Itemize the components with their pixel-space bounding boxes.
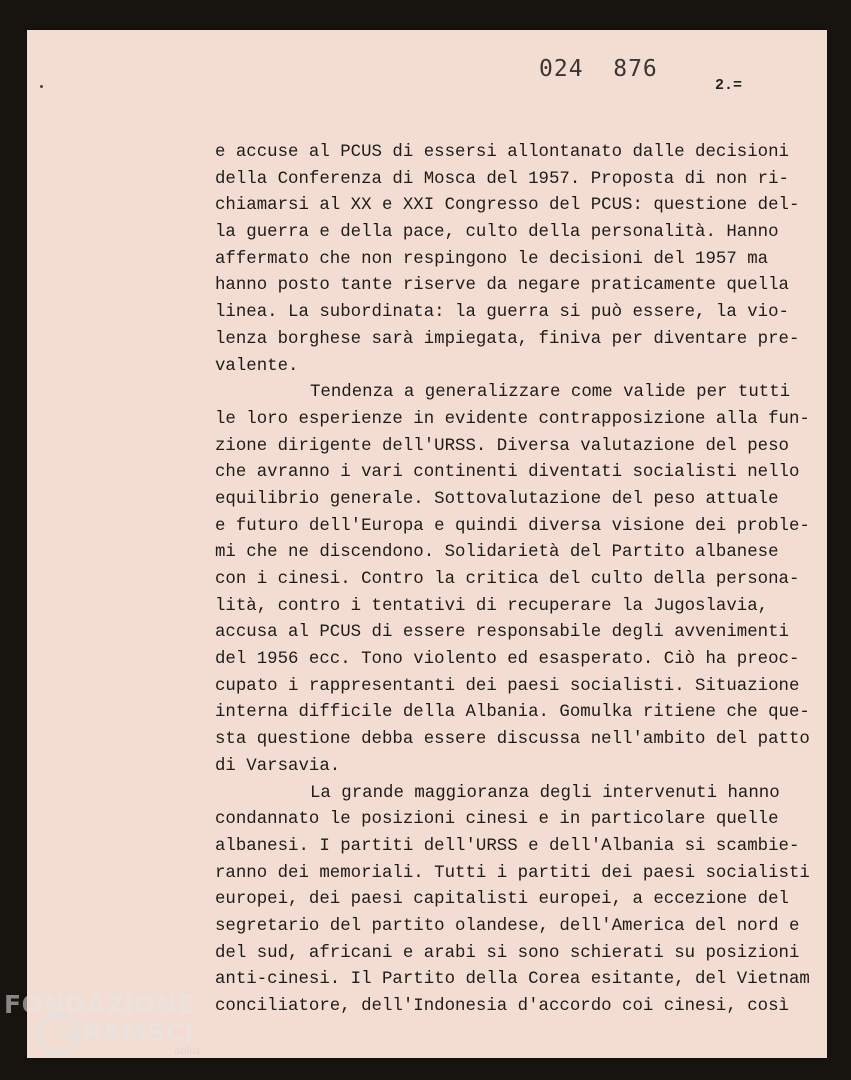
text-line: linea. La subordinata: la guerra si può essere, la vio- <box>215 303 789 323</box>
text-line: lità, contro i tentativi di recuperare la Jugoslavia, <box>215 596 769 616</box>
watermark-line-1: FONDAZIONE <box>4 990 196 1019</box>
text-line: albanesi. I partiti dell'URSS e dell'Albania si scambie- <box>215 836 800 856</box>
watermark-g-logo-icon <box>36 1012 82 1058</box>
document-number: 024 876 <box>539 56 658 82</box>
watermark-line-2: RAMSCI <box>82 1018 195 1047</box>
text-line: segretario del partito olandese, dell'America del nord e <box>215 916 800 936</box>
document-page <box>27 30 827 1058</box>
text-line: di Varsavia. <box>215 756 341 776</box>
text-line: cupato i rappresentanti dei paesi socialisti. Situazione <box>215 676 800 696</box>
text-line: zione dirigente dell'URSS. Diversa valutazione del peso <box>215 436 789 456</box>
text-line: equilibrio generale. Sottovalutazione del peso attuale <box>215 489 779 509</box>
fondazione-gramsci-watermark <box>4 990 244 1080</box>
text-line: la guerra e della pace, culto della personalità. Hanno <box>215 223 779 243</box>
text-line: che avranno i vari continenti diventati socialisti nello <box>215 463 800 483</box>
text-line: La grande maggioranza degli intervenuti hanno <box>310 783 780 803</box>
text-line: affermato che non respingono le decisioni del 1957 ma <box>215 249 769 269</box>
text-line: hanno posto tante riserve da negare praticamente quella <box>215 276 789 296</box>
text-line: le loro esperienze in evidente contrapposizione alla fun- <box>215 409 810 429</box>
text-line: del sud, africani e arabi si sono schierati su posizioni <box>215 943 800 963</box>
text-line: anti-cinesi. Il Partito della Corea esitante, del Vietnam <box>215 970 810 990</box>
text-line: lenza borghese sarà impiegata, finiva per diventare pre- <box>215 329 800 349</box>
text-line: e accuse al PCUS di essersi allontanato dalle decisioni <box>215 143 789 162</box>
watermark-line-3: onlus <box>174 1046 201 1057</box>
text-line: europei, dei paesi capitalisti europei, a eccezione del <box>215 890 789 910</box>
text-line: del 1956 ecc. Tono violento ed esasperato. Ciò ha preoc- <box>215 650 800 670</box>
ink-dot <box>40 85 43 88</box>
text-line: della Conferenza di Mosca del 1957. Proposta di non ri- <box>215 169 789 189</box>
text-line: sta questione debba essere discussa nell'ambito del patto <box>215 730 810 750</box>
text-line: e futuro dell'Europa e quindi diversa visione dei proble- <box>215 516 810 536</box>
text-line: mi che ne discendono. Solidarietà del Partito albanese <box>215 543 779 563</box>
text-line: chiamarsi al XX e XXI Congresso del PCUS: questione del- <box>215 196 800 216</box>
text-line: Tendenza a generalizzare come valide per tutti <box>310 383 791 403</box>
text-line: condannato le posizioni cinesi e in particolare quelle <box>215 810 779 830</box>
text-line: conciliatore, dell'Indonesia d'accordo coi cinesi, così <box>215 997 789 1016</box>
text-line: accusa al PCUS di essere responsabile degli avvenimenti <box>215 623 789 643</box>
text-line: valente. <box>215 356 299 376</box>
text-line: con i cinesi. Contro la critica del culto della persona- <box>215 570 800 589</box>
page-number: 2.= <box>715 77 743 94</box>
text-line: interna difficile della Albania. Gomulka ritiene che que- <box>215 703 810 723</box>
typewritten-body <box>215 140 815 1021</box>
text-line: ranno dei memoriali. Tutti i partiti dei paesi socialisti <box>215 863 810 883</box>
